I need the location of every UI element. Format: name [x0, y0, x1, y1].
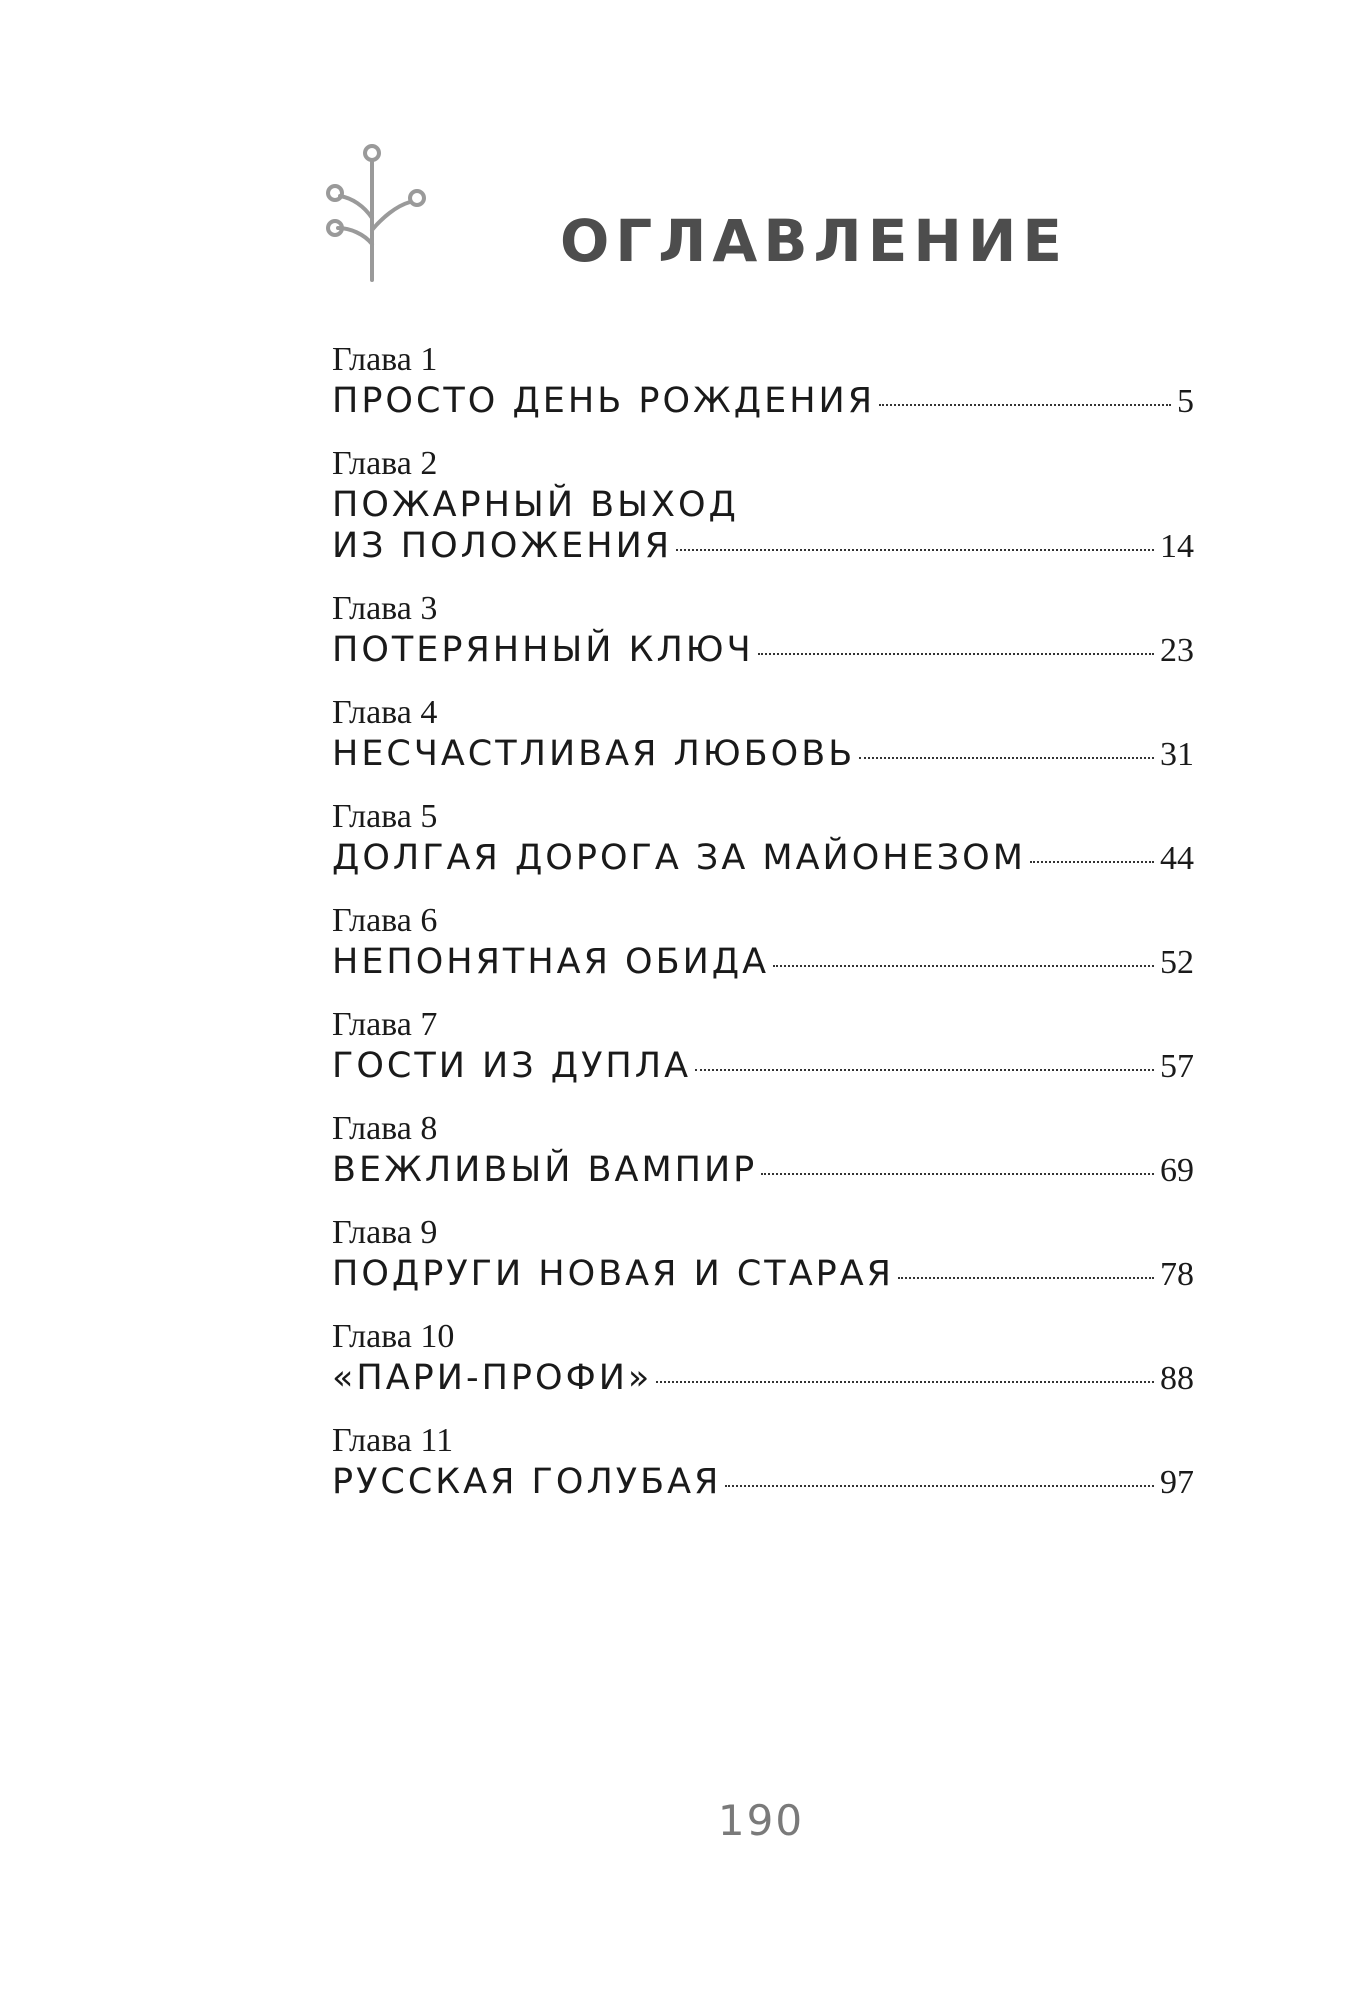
toc-entry	[332, 1419, 1194, 1503]
chapter-title-row	[332, 838, 1194, 879]
dot-leader	[761, 1173, 1154, 1175]
toc-entry	[332, 1107, 1194, 1191]
chapter-label: Глава 1	[332, 341, 438, 378]
chapter-title-row	[332, 526, 1194, 567]
page-number: 78	[1160, 1256, 1194, 1293]
chapter-title-continued: ИЗ ПОЛОЖЕНИЯ	[332, 526, 673, 566]
sprig-icon	[326, 140, 434, 290]
chapter-label: Глава 7	[332, 1006, 438, 1043]
chapter-label: Глава 3	[332, 590, 438, 627]
chapter-title: ПОТЕРЯННЫЙ КЛЮЧ	[332, 630, 754, 670]
dot-leader	[879, 404, 1171, 406]
page-number: 23	[1160, 632, 1194, 669]
chapter-label: Глава 2	[332, 445, 438, 482]
toc-entry	[332, 795, 1194, 879]
chapter-label: Глава 5	[332, 798, 438, 835]
chapter-label: Глава 8	[332, 1110, 438, 1147]
chapter-label: Глава 4	[332, 694, 438, 731]
page-number: 31	[1160, 736, 1194, 773]
page-number: 88	[1160, 1360, 1194, 1397]
chapter-title-row	[332, 1358, 1194, 1399]
table-of-contents	[332, 338, 1194, 1523]
chapter-title-row	[332, 942, 1194, 983]
toc-entry	[332, 1003, 1194, 1087]
chapter-title-row	[332, 734, 1194, 775]
chapter-title-row	[332, 1150, 1194, 1191]
chapter-title: НЕПОНЯТНАЯ ОБИДА	[332, 942, 770, 982]
chapter-title-row	[332, 630, 1194, 671]
dot-leader	[695, 1069, 1154, 1071]
page-title: ОГЛАВЛЕНИЕ	[560, 207, 1069, 275]
chapter-title: ПОЖАРНЫЙ ВЫХОД	[332, 485, 739, 525]
page-number: 5	[1177, 383, 1194, 420]
toc-entry	[332, 442, 1194, 567]
chapter-title-row	[332, 1462, 1194, 1503]
chapter-label: Глава 9	[332, 1214, 438, 1251]
folio-page-number: 190	[717, 1796, 805, 1845]
page-number: 44	[1160, 840, 1194, 877]
dot-leader	[898, 1277, 1154, 1279]
dot-leader	[725, 1485, 1154, 1487]
chapter-title-row	[332, 1046, 1194, 1087]
dot-leader	[656, 1381, 1154, 1383]
chapter-label: Глава 11	[332, 1422, 454, 1459]
chapter-title: НЕСЧАСТЛИВАЯ ЛЮБОВЬ	[332, 734, 856, 774]
chapter-title: ДОЛГАЯ ДОРОГА ЗА МАЙОНЕЗОМ	[332, 838, 1026, 878]
toc-entry	[332, 691, 1194, 775]
dot-leader	[773, 965, 1154, 967]
page-number: 97	[1160, 1464, 1194, 1501]
dot-leader	[859, 757, 1154, 759]
toc-entry	[332, 587, 1194, 671]
chapter-title: ГОСТИ ИЗ ДУПЛА	[332, 1046, 692, 1086]
toc-entry	[332, 1211, 1194, 1295]
chapter-title: «ПАРИ-ПРОФИ»	[332, 1358, 653, 1398]
page-number: 52	[1160, 944, 1194, 981]
dot-leader	[1030, 861, 1154, 863]
dot-leader	[676, 549, 1154, 551]
chapter-label: Глава 6	[332, 902, 438, 939]
page-number: 57	[1160, 1048, 1194, 1085]
toc-entry	[332, 338, 1194, 422]
chapter-title: ВЕЖЛИВЫЙ ВАМПИР	[332, 1150, 758, 1190]
chapter-label: Глава 10	[332, 1318, 455, 1355]
dot-leader	[758, 653, 1154, 655]
toc-entry	[332, 899, 1194, 983]
chapter-title: РУССКАЯ ГОЛУБАЯ	[332, 1462, 722, 1502]
page-number: 69	[1160, 1152, 1194, 1189]
chapter-title-row	[332, 381, 1194, 422]
chapter-title: ПОДРУГИ НОВАЯ И СТАРАЯ	[332, 1254, 894, 1294]
page-number: 14	[1160, 528, 1194, 565]
chapter-title-row	[332, 1254, 1194, 1295]
chapter-title: ПРОСТО ДЕНЬ РОЖДЕНИЯ	[332, 381, 876, 421]
toc-entry	[332, 1315, 1194, 1399]
